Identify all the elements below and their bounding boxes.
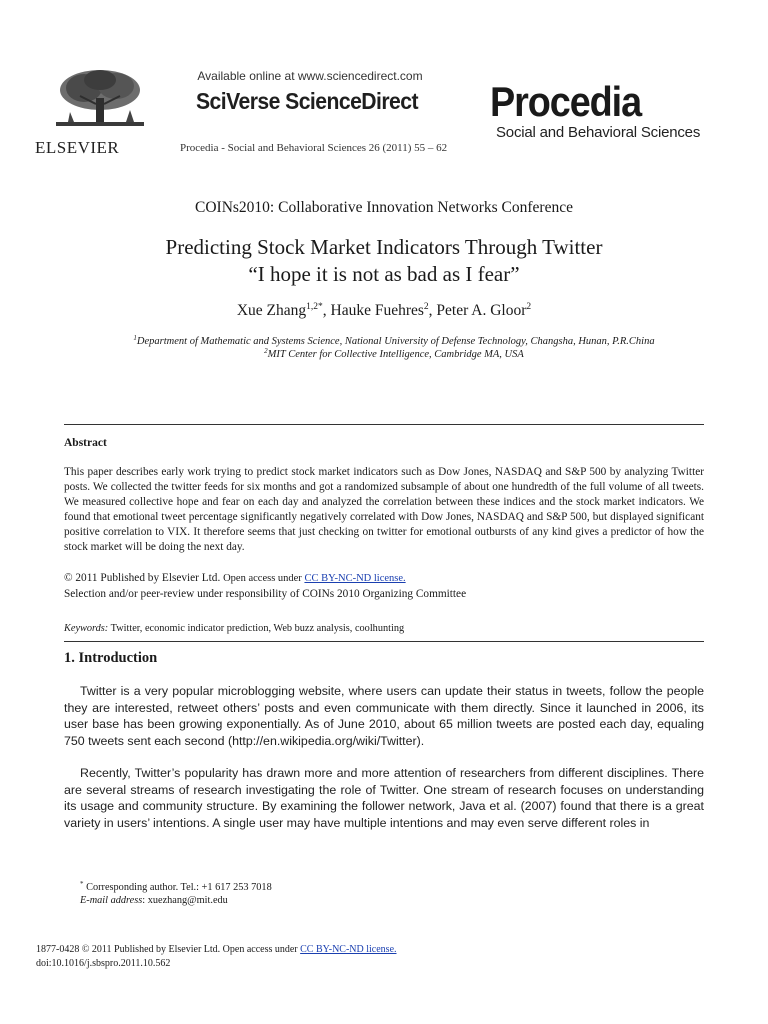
affiliation-text: Department of Mathematic and Systems Science, National University of Defense Technology, Changsha, Hunan, P.R.China bbox=[136, 336, 655, 347]
abstract-body: This paper describes early work trying to predict stock market indicators such as Dow Jones, NASDAQ and S&P 500 by analyzing Twitter posts. We collected the twitter feeds for six months and got a randomized subsample of about one hundredth of the full volume of all tweets. We measured collective hope and fear on each day and analyzed the correlation between these indices and the stock market indicators. We found that emotional tweet percentage significantly negatively correlated with Dow Jones, NASDAQ and S&P 500, but displayed significant positive correlation to VIX. It therefore seems that just checking on twitter for emotional outbursts of any kind gives a predictor of how the stock market will be doing the next day. bbox=[64, 466, 704, 553]
author-list bbox=[0, 302, 768, 320]
body-paragraph bbox=[64, 683, 704, 749]
author-separator: , bbox=[322, 302, 331, 319]
footnote-text: Corresponding author. Tel.: +1 617 253 7018 bbox=[83, 882, 272, 893]
author-name: Xue Zhang bbox=[236, 302, 307, 319]
keywords-line bbox=[64, 623, 404, 634]
affiliation-1 bbox=[0, 334, 768, 347]
keywords-text: Twitter, economic indicator prediction, Web buzz analysis, coolhunting bbox=[108, 623, 405, 634]
author-affiliation-mark: 2 bbox=[526, 302, 532, 312]
abstract-heading: Abstract bbox=[64, 437, 107, 449]
email-address[interactable]: : xuezhang@mit.edu bbox=[142, 895, 228, 906]
platform-name: SciVerse ScienceDirect bbox=[196, 88, 418, 114]
author-separator: , bbox=[428, 302, 437, 319]
affiliation-2 bbox=[0, 347, 768, 360]
open-access-text: Open access under bbox=[223, 573, 305, 584]
journal-subtitle: Social and Behavioral Sciences bbox=[496, 124, 701, 141]
footer-doi: doi:10.1016/j.sbspro.2011.10.562 bbox=[36, 958, 171, 969]
divider bbox=[64, 641, 704, 642]
peer-review-note: Selection and/or peer-review under responsibility of COINs 2010 Organizing Committee bbox=[64, 588, 467, 600]
divider bbox=[64, 424, 704, 425]
affiliation-mark: 2 bbox=[264, 347, 268, 355]
publisher-name: ELSEVIER bbox=[35, 138, 120, 157]
section-heading: 1. Introduction bbox=[64, 650, 158, 666]
corresponding-author-footnote bbox=[80, 880, 272, 893]
keywords-label: Keywords: bbox=[64, 623, 109, 634]
email-footnote bbox=[80, 895, 228, 906]
affiliation-mark: 1 bbox=[133, 334, 137, 342]
footnote-mark: * bbox=[80, 880, 84, 888]
footer-text: 1877-0428 © 2011 Published by Elsevier Ltd. Open access under bbox=[36, 944, 301, 955]
body-paragraph bbox=[64, 765, 704, 831]
author-affiliation-mark: 2 bbox=[423, 302, 429, 312]
author-name: Hauke Fuehres bbox=[330, 302, 424, 319]
available-online-text: Available online at www.sciencedirect.com bbox=[197, 69, 423, 83]
author-name: Peter A. Gloor bbox=[436, 302, 527, 319]
license-link[interactable]: CC BY-NC-ND license. bbox=[304, 573, 406, 584]
journal-name: Procedia bbox=[490, 78, 642, 125]
journal-reference: Procedia - Social and Behavioral Sciences 26 (2011) 55 – 62 bbox=[180, 142, 448, 154]
conference-name: COINs2010: Collaborative Innovation Networks Conference bbox=[195, 199, 573, 216]
footer-license-link[interactable]: CC BY-NC-ND license. bbox=[300, 944, 397, 955]
paragraph-text: Recently, Twitter’s popularity has drawn more and more attention of researchers from different disciplines. There are several streams of research investigating the role of Twitter. One stream of research focuses on understanding its usage and community structure. By examining the follower network, Java et al. (2007) found that there is a great variety in users’ intentions. A single user may have multiple intentions and may even serve different roles in bbox=[64, 766, 704, 830]
copyright-text: © 2011 Published by Elsevier Ltd. bbox=[64, 572, 224, 584]
paper-title-line-1: Predicting Stock Market Indicators Through Twitter bbox=[165, 235, 603, 259]
paper-title-line-2: “I hope it is not as bad as I fear” bbox=[248, 262, 520, 286]
paragraph-text: Twitter is a very popular microblogging website, where users can update their status in tweets, follow the people they are interested, retweet others’ posts and even communicate with them directly. Since it launched in 2006, its user base has been growing exponentially. As of June 2010, about 65 million tweets are posted each day, equaling 750 tweets sent each second (http://en.wikipedia.org/wiki/Twitter). bbox=[64, 684, 704, 748]
email-label: E-mail address bbox=[80, 895, 143, 906]
affiliation-text: MIT Center for Collective Intelligence, Cambridge MA, USA bbox=[267, 349, 524, 360]
footer-issn-line bbox=[36, 944, 397, 955]
author-affiliation-mark: 1,2* bbox=[306, 302, 323, 312]
copyright-line bbox=[64, 572, 406, 584]
